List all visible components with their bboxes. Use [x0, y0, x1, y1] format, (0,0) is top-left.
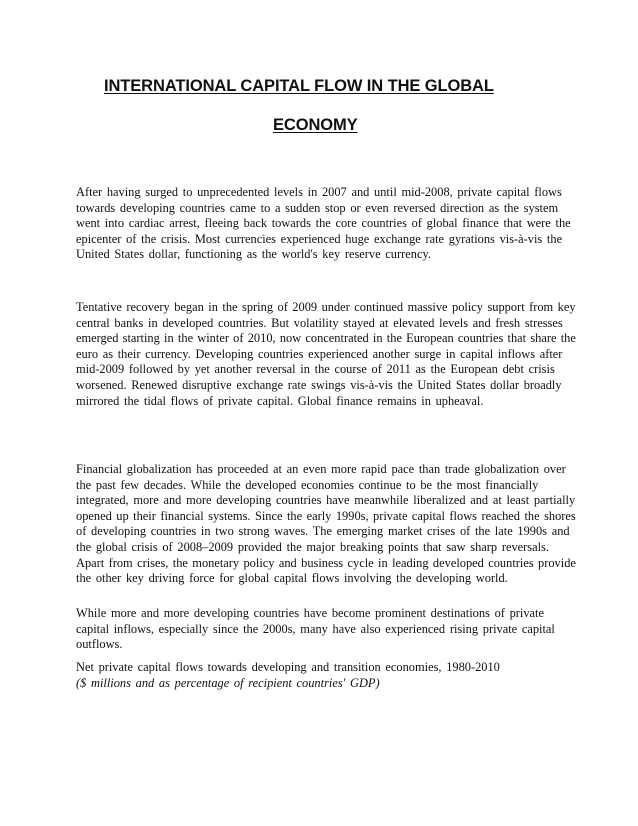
table-caption-units: ($ millions and as percentage of recipient countries' GDP) — [76, 675, 380, 690]
paragraph-line: United States dollar, functioning as the world's key reserve currency. — [76, 247, 431, 262]
document-title-line-1: INTERNATIONAL CAPITAL FLOW IN THE GLOBAL — [104, 77, 494, 95]
paragraph-line: capital inflows, especially since the 2000s, many have also experienced rising private capital — [76, 621, 555, 636]
paragraph-tentative-recovery — [76, 300, 576, 409]
paragraph-line: While more and more developing countries have become prominent destinations of private — [76, 606, 544, 620]
paragraph-capital-outflows — [76, 606, 576, 653]
paragraph-line: worsened. Renewed disruptive exchange rate swings vis-à-vis the United States dollar broadly — [76, 377, 562, 392]
table-caption-title: Net private capital flows towards developing and transition economies, 1980-2010 — [76, 660, 500, 674]
paragraph-capital-flow-collapse — [76, 185, 576, 263]
paragraph-line: Apart from crises, the monetary policy and business cycle in leading developed countries provide — [76, 555, 576, 570]
paragraph-line: the other key driving force for global capital flows involving the developing world. — [76, 571, 508, 586]
paragraph-line: the global crisis of 2008–2009 provided the major breaking points that saw sharp reversals. — [76, 539, 549, 554]
paragraph-line: emerged starting in the winter of 2010, now concentrated in the European countries that share the — [76, 331, 576, 346]
paragraph-line: went into cardiac arrest, fleeing back towards the core countries of global finance that were the — [76, 216, 571, 231]
paragraph-line: euro as their currency. Developing countries experienced another surge in capital inflows after — [76, 346, 563, 361]
paragraph-financial-globalization — [76, 462, 576, 587]
paragraph-line: Tentative recovery began in the spring of 2009 under continued massive policy support from key — [76, 300, 576, 314]
paragraph-line: epicenter of the crisis. Most currencies experienced huge exchange rate gyrations vis-à-vis the — [76, 231, 563, 246]
paragraph-line: mirrored the tidal flows of private capital. Global finance remains in upheaval. — [76, 393, 484, 408]
paragraph-line: of developing countries in two strong waves. The emerging market crises of the late 1990s and — [76, 524, 570, 539]
paragraph-line: towards developing countries came to a sudden stop or even reversed direction as the system — [76, 200, 559, 215]
paragraph-line: integrated, more and more developing countries have meanwhile liberalized and at least partially — [76, 493, 576, 508]
paragraph-line: the past few decades. While the developed economies continue to be the most financially — [76, 477, 539, 492]
paragraph-line: opened up their financial systems. Since the early 1990s, private capital flows reached the shores — [76, 508, 576, 523]
paragraph-line: central banks in developed countries. But volatility stayed at elevated levels and fresh stresses — [76, 315, 563, 330]
paragraph-line: Financial globalization has proceeded at an even more rapid pace than trade globalization over — [76, 462, 566, 476]
paragraph-line: mid-2009 followed by yet another reversal in the course of 2011 as the European debt crisis — [76, 362, 555, 377]
paragraph-line: After having surged to unprecedented levels in 2007 and until mid-2008, private capital flows — [76, 185, 562, 199]
paragraph-line: outflows. — [76, 637, 123, 652]
table-caption — [76, 660, 576, 691]
document-title-line-2: ECONOMY — [273, 116, 358, 134]
